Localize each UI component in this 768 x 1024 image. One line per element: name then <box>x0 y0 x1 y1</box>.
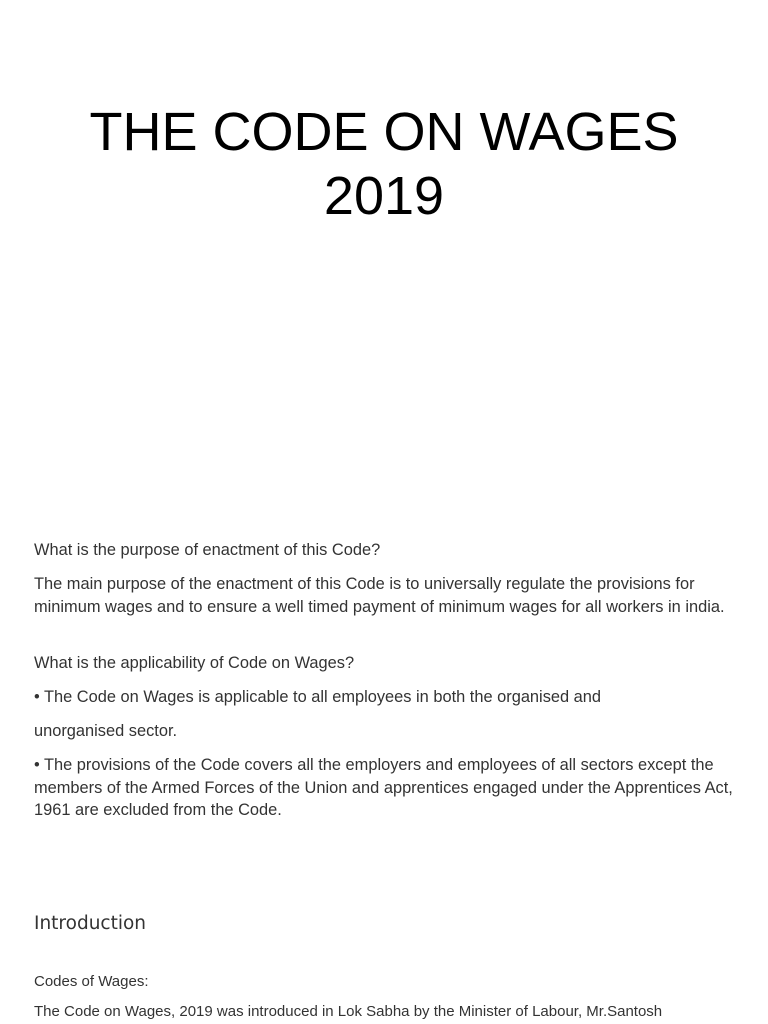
subheading-codes-of-wages: Codes of Wages: <box>34 973 149 990</box>
intro-text: The Code on Wages, 2019 was introduced in Lok Sabha by the Minister of Labour, Mr.Santosh <box>34 1003 663 1020</box>
section-heading-introduction: Introduction <box>34 913 147 934</box>
bullet-applicability-line2: unorganised sector. <box>34 722 178 740</box>
bullet-provisions: • The provisions of the Code covers all the employers and employees of all sectors except the members of the Armed Forces of the Union and apprentices engaged under the Apprentices Act, 1961 are excluded from the Code. <box>34 756 733 819</box>
answer-purpose: The main purpose of the enactment of this Code is to universally regulate the provisions for minimum wages and to ensure a well timed payment of minimum wages for all workers in india. <box>34 575 725 616</box>
question-purpose: What is the purpose of enactment of this Code? <box>34 541 381 559</box>
title-line-1: THE CODE ON WAGES <box>89 102 679 162</box>
title-line-2: 2019 <box>323 166 445 226</box>
bullet-applicability-line1: • The Code on Wages is applicable to all employees in both the organised and <box>34 688 602 706</box>
document-title <box>0 100 768 228</box>
question-applicability: What is the applicability of Code on Wages? <box>34 654 355 672</box>
